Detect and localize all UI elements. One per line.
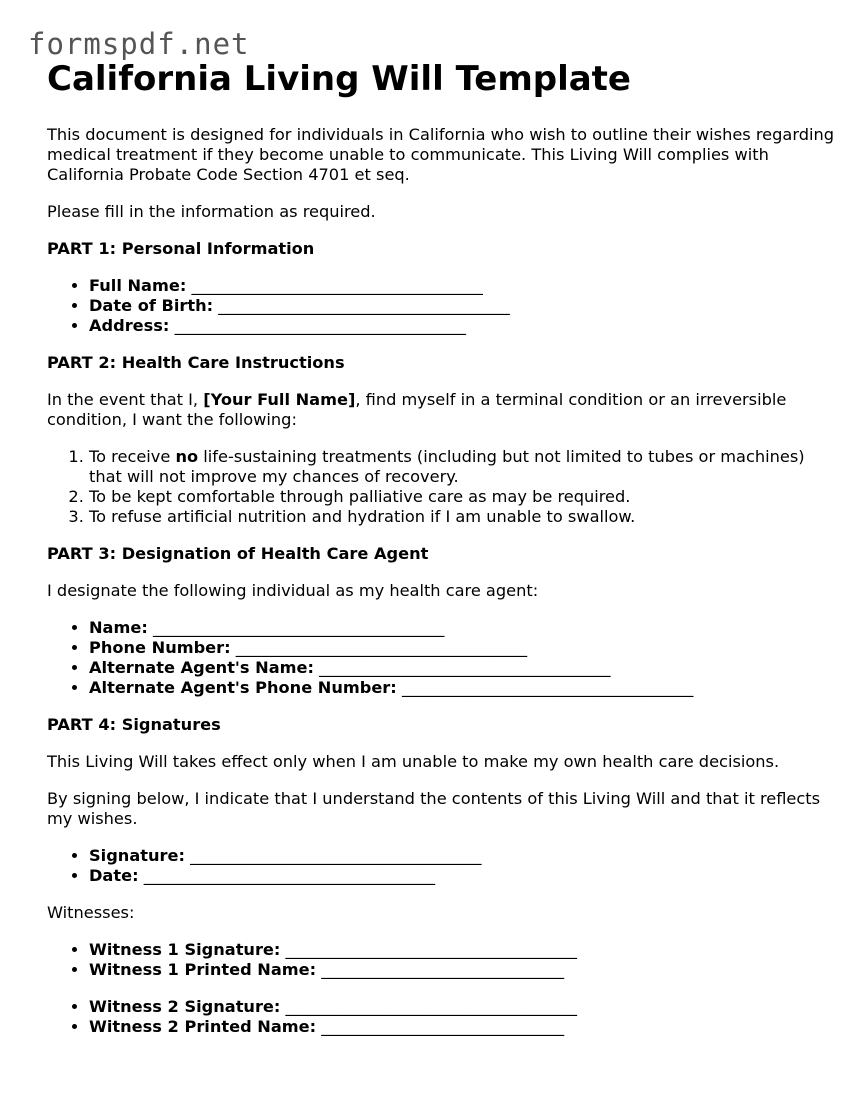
instruction-item: 3. To refuse artificial nutrition and hydration if I am unable to swallow. — [89, 507, 837, 527]
personal-info-list — [47, 276, 837, 336]
blank-line: ____________________________________ — [152, 618, 445, 637]
field-label: Signature: — [89, 846, 185, 865]
blank-line: ____________________________________ — [191, 276, 483, 295]
address-field[interactable] — [89, 316, 837, 336]
witness1-signature-field[interactable] — [89, 940, 837, 960]
blank-line: ____________________________________ — [190, 846, 482, 865]
instructions-paragraph — [47, 390, 837, 430]
field-label: Date of Birth: — [89, 296, 214, 315]
field-label: Witness 1 Signature: — [89, 940, 281, 959]
witness2-printed-name-field[interactable] — [89, 1017, 837, 1037]
field-label: Witness 2 Signature: — [89, 997, 281, 1016]
part1-heading: PART 1: Personal Information — [47, 239, 315, 258]
field-label: Witness 2 Printed Name: — [89, 1017, 317, 1036]
field-label: Address: — [89, 316, 170, 335]
agent-list — [47, 618, 837, 698]
alt-agent-phone-field[interactable] — [89, 678, 837, 698]
field-label: Witness 1 Printed Name: — [89, 960, 317, 979]
your-full-name-placeholder: [Your Full Name] — [203, 390, 356, 409]
agent-name-field[interactable] — [89, 618, 837, 638]
field-label: Date: — [89, 866, 139, 885]
witnesses-label: Witnesses: — [47, 903, 135, 922]
page-title: California Living Will Template — [47, 59, 631, 99]
blank-line: ____________________________________ — [319, 658, 611, 677]
full-name-field[interactable] — [89, 276, 837, 296]
blank-line: ____________________________________ — [143, 866, 436, 885]
text: In the event that I, — [47, 390, 204, 409]
blank-line: ____________________________________ — [401, 678, 694, 697]
blank-line: ____________________________________ — [235, 638, 528, 657]
blank-line: ______________________________ — [321, 1017, 565, 1036]
instructions-list — [47, 447, 837, 527]
effect-paragraph: This Living Will takes effect only when I am unable to make my own health care decisions. — [47, 752, 780, 771]
date-of-birth-field[interactable] — [89, 296, 837, 316]
witness1-list — [47, 940, 837, 980]
watermark: formspdf.net — [28, 27, 250, 61]
intro-paragraph: This document is designed for individuals in California who wish to outline their wishes regarding medical treatment if they become unable to communicate. This Living Will complies with California Probate Code Section 4701 et seq. — [47, 125, 835, 184]
field-label: Alternate Agent's Name: — [89, 658, 314, 677]
alt-agent-name-field[interactable] — [89, 658, 837, 678]
emphasis: no — [175, 447, 199, 466]
blank-line: ____________________________________ — [285, 997, 577, 1016]
instruction-item — [89, 447, 837, 487]
witness2-signature-field[interactable] — [89, 997, 837, 1017]
document-body — [47, 58, 837, 1054]
text: , find myself in a terminal condition or an irreversible condition, I want the following: — [47, 390, 787, 429]
fill-note: Please fill in the information as required. — [47, 202, 376, 221]
blank-line: ____________________________________ — [174, 316, 466, 335]
signing-paragraph: By signing below, I indicate that I understand the contents of this Living Will and that it reflects my wishes. — [47, 789, 821, 828]
date-field[interactable] — [89, 866, 837, 886]
field-label: Full Name: — [89, 276, 187, 295]
blank-line: ____________________________________ — [285, 940, 577, 959]
field-label: Alternate Agent's Phone Number: — [89, 678, 397, 697]
blank-line: ______________________________ — [321, 960, 565, 979]
signature-list — [47, 846, 837, 886]
instruction-item: 2. To be kept comfortable through palliative care as may be required. — [89, 487, 837, 507]
witness1-printed-name-field[interactable] — [89, 960, 837, 980]
text: life-sustaining treatments (including but not limited to tubes or machines) that will not improve my chances of recovery. — [89, 447, 805, 486]
witness2-list — [47, 997, 837, 1037]
field-label: Name: — [89, 618, 148, 637]
agent-phone-field[interactable] — [89, 638, 837, 658]
part4-heading: PART 4: Signatures — [47, 715, 221, 734]
part2-heading: PART 2: Health Care Instructions — [47, 353, 345, 372]
part3-heading: PART 3: Designation of Health Care Agent — [47, 544, 429, 563]
agent-intro: I designate the following individual as my health care agent: — [47, 581, 539, 600]
blank-line: ____________________________________ — [218, 296, 510, 315]
signature-field[interactable] — [89, 846, 837, 866]
text: To receive — [89, 447, 176, 466]
field-label: Phone Number: — [89, 638, 231, 657]
